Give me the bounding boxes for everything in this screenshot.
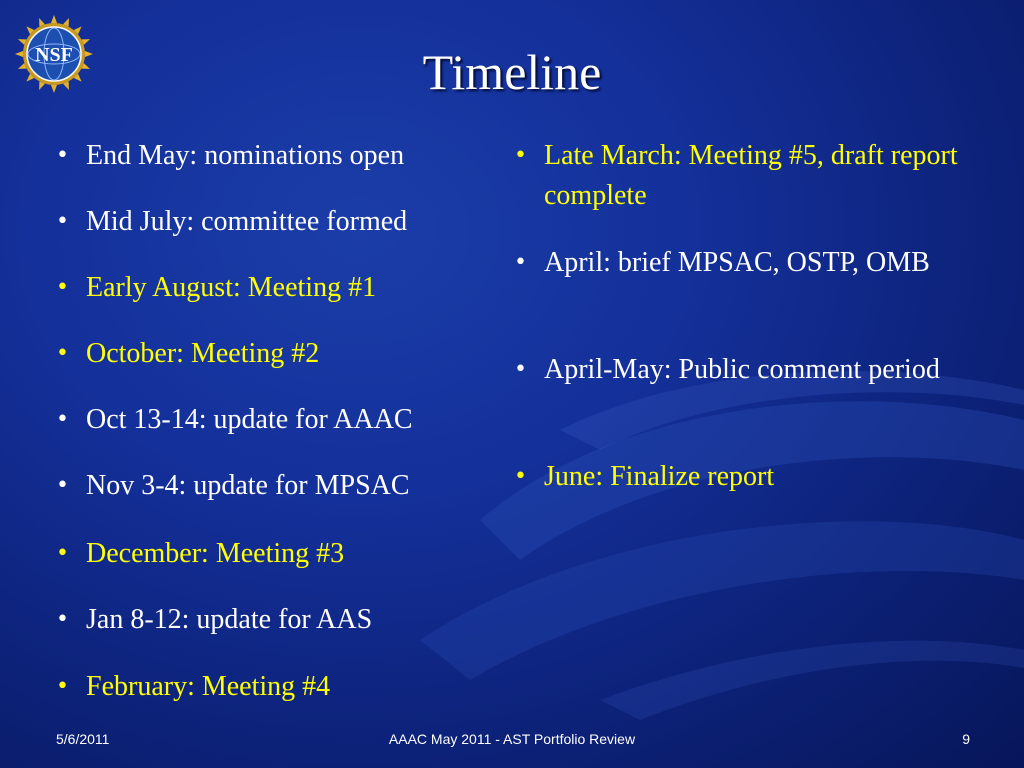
bullet-text: Oct 13-14: update for AAAC bbox=[86, 404, 413, 435]
bullet-icon: • bbox=[514, 250, 527, 275]
slide-title: Timeline bbox=[422, 44, 602, 100]
bullet-text: Early August: Meeting #1 bbox=[86, 272, 377, 303]
list-item bbox=[56, 334, 319, 374]
svg-text:NSF: NSF bbox=[35, 44, 73, 66]
bullet-icon: • bbox=[56, 275, 69, 300]
list-item bbox=[514, 350, 974, 390]
list-item bbox=[514, 243, 974, 283]
bullet-text: February: Meeting #4 bbox=[86, 671, 331, 702]
bullet-icon: • bbox=[56, 209, 69, 234]
bullet-text: December: Meeting #3 bbox=[86, 538, 345, 569]
bullet-icon: • bbox=[56, 541, 69, 566]
bullet-icon: • bbox=[514, 143, 527, 168]
bullet-text: Jan 8-12: update for AAS bbox=[86, 604, 373, 635]
list-item bbox=[56, 466, 410, 506]
bullet-text: April: brief MPSAC, OSTP, OMB bbox=[544, 247, 930, 278]
bullet-text: End May: nominations open bbox=[86, 140, 405, 171]
list-item bbox=[514, 457, 974, 497]
list-item bbox=[56, 268, 376, 308]
bullet-icon: • bbox=[514, 464, 527, 489]
footer-title: AAAC May 2011 - AST Portfolio Review bbox=[388, 731, 636, 747]
bullet-text: Mid July: committee formed bbox=[86, 206, 408, 237]
bullet-text: June: Finalize report bbox=[544, 461, 775, 492]
bullet-icon: • bbox=[56, 143, 69, 168]
bullet-icon: • bbox=[56, 341, 69, 366]
bullet-text: April-May: Public comment period bbox=[544, 354, 940, 385]
list-item bbox=[514, 136, 974, 216]
footer-date: 5/6/2011 bbox=[56, 731, 110, 747]
list-item bbox=[56, 136, 404, 176]
list-item bbox=[56, 600, 372, 640]
bullet-text: Late March: Meeting #5, draft report complete bbox=[544, 140, 958, 211]
list-item bbox=[56, 202, 407, 242]
bullet-text: Nov 3-4: update for MPSAC bbox=[86, 470, 410, 501]
bullet-icon: • bbox=[56, 607, 69, 632]
list-item bbox=[56, 400, 413, 440]
bullet-icon: • bbox=[56, 473, 69, 498]
list-item bbox=[56, 534, 344, 574]
list-item bbox=[56, 667, 330, 707]
bullet-text: October: Meeting #2 bbox=[86, 338, 320, 369]
page-number: 9 bbox=[962, 731, 970, 747]
bullet-icon: • bbox=[56, 674, 69, 699]
bullet-icon: • bbox=[514, 357, 527, 382]
bullet-icon: • bbox=[56, 407, 69, 432]
